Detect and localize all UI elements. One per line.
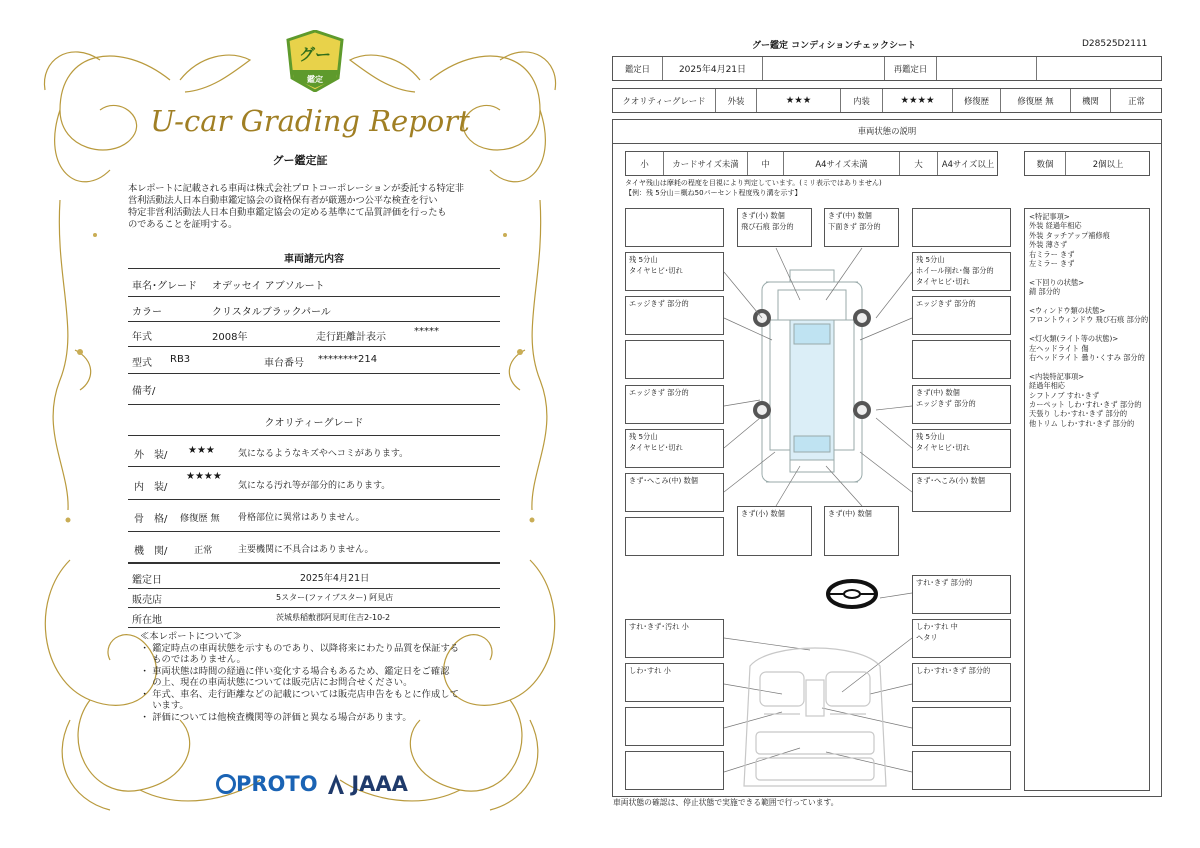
quality-row-engine: 機 関/ 正常 主要機関に不具合はありません。 xyxy=(128,532,500,563)
document-id: D28525D2111 xyxy=(1082,39,1148,49)
count-legend: 数個 2個以上 xyxy=(1024,151,1150,176)
tire-note: タイヤ残山は摩耗の程度を目視により判定しています。(ミリ表示ではありません) 【例：残 5分山＝概ね50パーセント程度残り溝を示す】 xyxy=(625,179,882,197)
condition-box: きず(中) 数個 xyxy=(824,506,899,556)
condition-box xyxy=(625,707,724,746)
condition-box: エッジきず 部分的 xyxy=(625,385,724,424)
condition-box: きず(小) 数個 飛び石痕 部分的 xyxy=(737,208,812,247)
condition-box: しわ･すれ 中 ヘタリ xyxy=(912,619,1011,658)
report-script-title: U-car Grading Report xyxy=(150,104,470,138)
spec-row-remarks: 備考/ xyxy=(128,374,500,405)
steering-wheel-icon xyxy=(825,578,879,610)
spec-row-model: 型式 RB3 車台番号 ********214 xyxy=(128,347,500,374)
condition-box: 残 5分山 タイヤヒビ･切れ xyxy=(625,429,724,468)
condition-box: 残 5分山 タイヤヒビ･切れ xyxy=(625,252,724,291)
sheet-title: グー鑑定 コンディションチェックシート xyxy=(752,41,916,51)
condition-box: エッジきず 部分的 xyxy=(912,296,1011,335)
appraisal-date-row: 鑑定日 2025年4月21日 再鑑定日 xyxy=(612,56,1162,81)
appraisal-row-shop: 販売店 5スター(ファイブスター) 阿見店 xyxy=(128,588,500,608)
quality-row-interior: 内 装/ ★★★★ 気になる汚れ等が部分的にあります。 xyxy=(128,467,500,500)
quality-row-exterior: 外 装/ ★★★ 気になるようなキズやヘコミがあります。 xyxy=(128,436,500,467)
condition-box: きず(中) 数個 エッジきず 部分的 xyxy=(912,385,1011,424)
condition-title: 車両状態の説明 xyxy=(612,119,1162,144)
condition-box: エッジきず 部分的 xyxy=(625,296,724,335)
proto-logo: PROTO xyxy=(216,772,318,796)
spec-row-name: 車名･グレード オデッセイ アブソルート xyxy=(128,269,500,297)
condition-box: 残 5分山 タイヤヒビ･切れ xyxy=(912,429,1011,468)
condition-box: きず(中) 数個 下面きず 部分的 xyxy=(824,208,899,247)
condition-box: きず(小) 数個 xyxy=(737,506,812,556)
certificate-text: 本レポートに記載される車両は株式会社プロトコーポレーションが委託する特定非 営利活動法人日本自動車鑑定協会の資格保有者が厳選かつ公平な検査を行い 特定非営利活動法人日本自動車鑑定協会の定める基準にて品質評価を行ったも のであることを証明する。 xyxy=(128,183,464,230)
special-notes-panel: <特記事項> 外装 経過年相応 外装 タッチアップ補修痕 外装 薄さず 右ミラー きず 左ミラー きず <下回りの状態> 錆 部分的 <ウィンドウ類の状態> フロントウィンドウ 飛び石痕 部分的 <灯火類(ライト等の状態)> 左ヘッドライト 傷 右ヘッドライト 曇り･くすみ 部分的 <内装特記事項> 経過年相応 シフトノブ すれ･きず カーペット しわ･すれ･きず 部分的 天張り しわ･すれ･きず 部分的 他トリム しわ･すれ･きず 部分的 xyxy=(1024,208,1150,791)
condition-box xyxy=(625,751,724,790)
report-notes: ≪本レポートについて≫ ・ 鑑定時点の車両状態を示すものであり、以降将来にわたり品質を保証する ものではありません。 ・ 車両状態は時間の経過に伴い変化する場合もあるため、鑑定日をご確認 の上、現在の車両状態については販売店にお問合せください。 ・ 年式、車名、走行距離などの記載については販売店申告をもとに作成して います。 ・ 評価については他検査機関等の評価と異なる場合があります。 xyxy=(140,631,460,723)
condition-box: しわ･すれ･きず 部分的 xyxy=(912,663,1011,702)
quality-grade-row: クオリティーグレード 外装 ★★★ 内装 ★★★★ 修復歴 修復歴 無 機関 正常 xyxy=(612,88,1162,113)
jaaa-mark-icon xyxy=(328,774,344,794)
svg-text:鑑定: 鑑定 xyxy=(307,75,323,84)
condition-box xyxy=(625,208,724,247)
condition-box: すれ･きず 部分的 xyxy=(912,575,1011,614)
condition-box: きず･へこみ(中) 数個 xyxy=(625,473,724,512)
condition-box xyxy=(625,517,724,556)
car-interior-diagram xyxy=(740,636,890,794)
condition-box xyxy=(912,340,1011,379)
spec-row-color: カラー クリスタルブラックパール xyxy=(128,297,500,322)
condition-box xyxy=(912,208,1011,247)
appraisal-row-address: 所在地 茨城県稲敷郡阿見町住吉2-10-2 xyxy=(128,608,500,628)
condition-box: すれ･きず･汚れ 小 xyxy=(625,619,724,658)
appraisal-row-date: 鑑定日 2025年4月21日 xyxy=(128,563,500,589)
sheet-footer-note: 車両状態の確認は、停止状態で実施できる範囲で行っています。 xyxy=(613,798,839,807)
quality-row-frame: 骨 格/ 修復歴 無 骨格部位に異常はありません。 xyxy=(128,500,500,532)
proto-mark-icon xyxy=(216,774,236,794)
condition-box xyxy=(912,707,1011,746)
goo-kantei-emblem xyxy=(286,30,344,92)
spec-row-year: 年式 2008年 走行距離計表示 ***** xyxy=(128,322,500,347)
condition-box xyxy=(912,751,1011,790)
condition-box xyxy=(625,340,724,379)
size-legend: 小 カードサイズ未満 中 A4サイズ未満 大 A4サイズ以上 xyxy=(625,151,998,176)
jaaa-logo: JAAA xyxy=(328,772,408,796)
condition-box: しわ･すれ 小 xyxy=(625,663,724,702)
condition-check-sheet xyxy=(600,0,1200,848)
quality-section-title: クオリティーグレード xyxy=(264,418,364,429)
certificate-title: グー鑑定証 xyxy=(272,154,328,167)
condition-box: きず･へこみ(小) 数個 xyxy=(912,473,1011,512)
spec-section-title: 車両諸元内容 xyxy=(284,254,344,265)
svg-text:グー: グー xyxy=(298,45,332,64)
condition-box: 残 5分山 ホイール削れ･傷 部分的 タイヤヒビ･切れ xyxy=(912,252,1011,291)
